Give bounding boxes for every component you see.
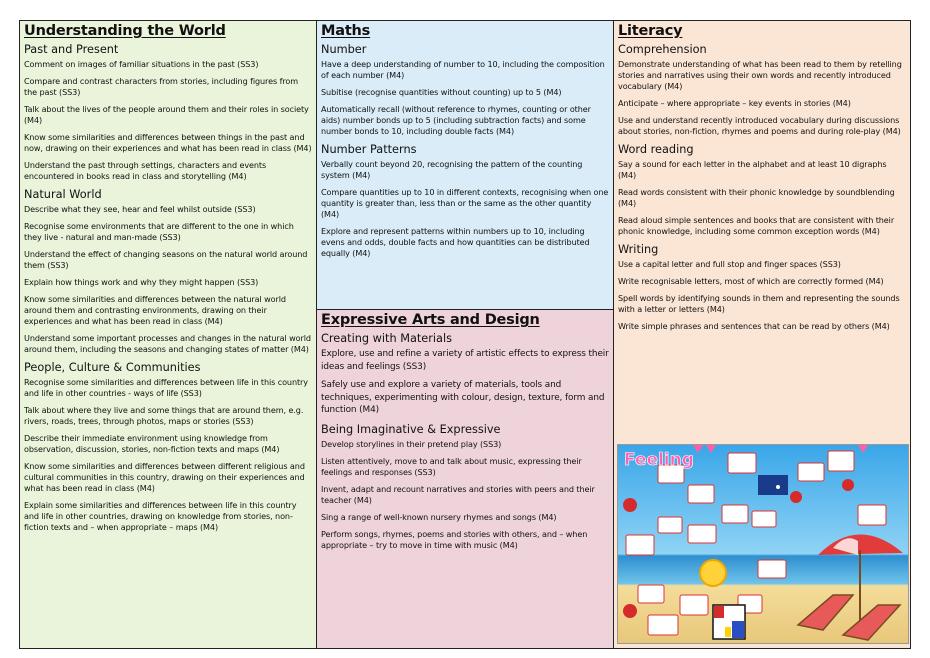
ead-item: Develop storylines in their pretend play (SS3): [321, 438, 502, 449]
utw-item: Describe their immediate environment using knowledge from observation, discussion, stories, non-fiction texts and maps (M4): [24, 433, 280, 454]
utw-item: Explain how things work and why they might happen (SS3): [24, 277, 259, 287]
maths-heading-number-patterns: Number Patterns: [321, 143, 417, 156]
lit-item: Use a capital letter and full stop and finger spaces (SS3): [618, 259, 841, 269]
maths-title: Maths: [321, 23, 371, 39]
maths-item: Explore and represent patterns within numbers up to 10, including evens and odds, double facts and how quantities can be distributed equally (M4): [321, 226, 590, 258]
lit-item: Use and understand recently introduced vocabulary during discussions about stories, non-fiction, rhymes and poems and during role-play (M4): [618, 115, 901, 136]
utw-item: Know some similarities and differences between things in the past and now, drawing on their experiences and what has been read in class (M4): [24, 132, 312, 153]
beach-worksheet-image: [617, 444, 909, 644]
lit-item: Read words consistent with their phonic knowledge by soundblending (M4): [618, 187, 895, 208]
ead-item: Safely use and explore a variety of materials, tools and techniques, experimenting with colour, design, texture, form and function (M4): [321, 380, 605, 415]
expressive-arts-panel: [316, 309, 614, 649]
ead-item: Listen attentively, move to and talk about music, expressing their feelings and responses (SS3): [321, 455, 582, 477]
lit-item: Write simple phrases and sentences that can be read by others (M4): [618, 321, 890, 331]
lit-heading-word-reading: Word reading: [618, 143, 694, 156]
utw-item: Understand the past through settings, characters and events encountered in books read in class and storytelling (M4): [24, 160, 267, 181]
utw-item: Comment on images of familiar situations in the past (SS3): [24, 59, 259, 69]
utw-heading-people-culture: People, Culture & Communities: [24, 361, 201, 374]
ead-item: Invent, adapt and recount narratives and stories with peers and their teacher (M4): [321, 483, 595, 505]
lit-item: Say a sound for each letter in the alphabet and at least 10 digraphs (M4): [618, 159, 887, 180]
ead-item: Perform songs, rhymes, poems and stories with others, and – when appropriate – try to move in time with music (M4): [321, 528, 588, 550]
literacy-panel: [613, 20, 911, 649]
utw-item: Recognise some similarities and differences between life in this country and life in other countries - ways of life (SS3): [24, 377, 308, 398]
utw-item: Talk about the lives of the people around them and their roles in society (M4): [24, 104, 309, 125]
ead-title: Expressive Arts and Design: [321, 312, 540, 328]
ead-heading-creating: Creating with Materials: [321, 332, 452, 345]
utw-item: Understand some important processes and changes in the natural world around them, including the seasons and changing states of matter (M4): [24, 333, 311, 354]
utw-item: Understand the effect of changing seasons on the natural world around them (SS3): [24, 249, 308, 270]
utw-item: Know some similarities and differences between different religious and cultural communities in this country, drawing on their experiences and what has been read in class (M4): [24, 461, 305, 493]
ead-item: Sing a range of well-known nursery rhymes and songs (M4): [321, 511, 557, 522]
maths-panel: [316, 20, 614, 310]
maths-item: Automatically recall (without reference to rhymes, counting or other aids) number bonds up to 5 (including subtraction facts) and some number bonds to 10, including double facts (M4): [321, 104, 591, 136]
utw-item: Know some similarities and differences between the natural world around them and contrasting environments, drawing on their experiences and what has been read in class (M4): [24, 294, 286, 326]
lit-item: Spell words by identifying sounds in them and representing the sounds with a letter or letters (M4): [618, 293, 900, 314]
maths-heading-number: Number: [321, 43, 367, 56]
lit-item: Read aloud simple sentences and books that are consistent with their phonic knowledge, including some common exception words (M4): [618, 215, 895, 236]
utw-item: Explain some similarities and differences between life in this country and life in other countries, drawing on knowledge from stories, non-fiction texts and – when appropriate – maps (M4): [24, 500, 297, 532]
ead-item: Explore, use and refine a variety of artistic effects to express their ideas and feelings (SS3): [321, 349, 609, 372]
feeling-label: Feeling: [624, 450, 694, 470]
maths-item: Compare quantities up to 10 in different contexts, recognising when one quantity is greater than, less than or the same as the other quantity (M4): [321, 187, 609, 219]
utw-item: Talk about where they live and some things that are around them, e.g. rivers, roads, trees, through photos, maps or stories (SS3): [24, 405, 304, 426]
utw-title: Understanding the World: [24, 23, 226, 39]
ead-heading-imaginative: Being Imaginative & Expressive: [321, 422, 501, 436]
literacy-title: Literacy: [618, 23, 683, 39]
utw-heading-past-present: Past and Present: [24, 43, 119, 56]
understanding-the-world-panel: [19, 20, 317, 649]
lit-item: Demonstrate understanding of what has been read to them by retelling stories and narratives using their own words and recently introduced vocabulary (M4): [618, 59, 902, 91]
utw-item: Recognise some environments that are different to the one in which they live - natural and man-made (SS3): [24, 221, 294, 242]
lit-heading-comprehension: Comprehension: [618, 43, 707, 56]
lit-heading-writing: Writing: [618, 243, 659, 256]
lit-item: Anticipate – where appropriate – key events in stories (M4): [618, 98, 851, 108]
utw-item: Compare and contrast characters from stories, including figures from the past (SS3): [24, 76, 299, 97]
maths-item: Subitise (recognise quantities without counting) up to 5 (M4): [321, 87, 562, 97]
utw-item: Describe what they see, hear and feel whilst outside (SS3): [24, 204, 256, 214]
lit-item: Write recognisable letters, most of which are correctly formed (M4): [618, 276, 884, 286]
maths-item: Have a deep understanding of number to 10, including the composition of each number (M4): [321, 59, 605, 80]
maths-item: Verbally count beyond 20, recognising the pattern of the counting system (M4): [321, 159, 583, 180]
beach-scene-illustration: [618, 445, 908, 643]
utw-heading-natural-world: Natural World: [24, 188, 102, 201]
